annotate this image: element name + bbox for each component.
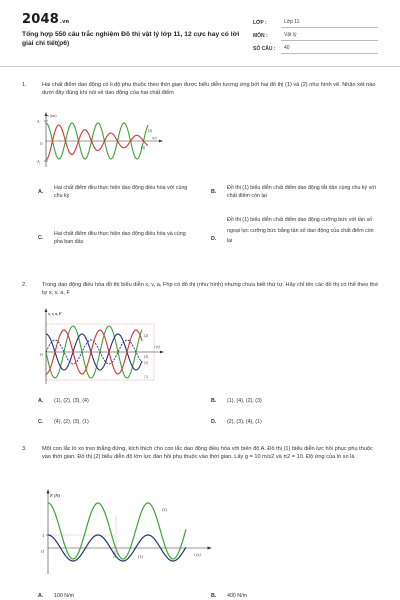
document-meta [253,15,378,54]
option-letter: D. [211,236,217,242]
meta-value: Vật lý [281,32,378,41]
option-text: (1), (2), (3), (4) [54,398,89,404]
option-letter: A. [38,593,44,599]
curve-1 [46,125,148,160]
t-axis-label: t (s) [194,552,201,557]
curve-2-label: (2) [148,129,153,133]
header-divider [0,66,400,67]
question-1-figure [36,111,166,171]
option-letter: B. [211,593,217,599]
question-number: 2. [22,282,27,288]
option-text: Đồ thị (1) biểu diễn chất điểm dao động tắt dần cùng chu kỳ với chất điểm còn lại [227,185,376,199]
option-letter: B. [211,189,217,195]
tick-bottom: -A [36,160,40,164]
y-axis-label: F (N) [50,493,61,498]
curve-1-label: (1) [141,146,146,150]
curve-label-2: (2) [144,334,149,338]
question-3-figure [36,486,216,576]
option-text: 400 N/m [227,593,248,599]
question-text: Một con lắc lò xo treo thẳng đứng, kích thích cho con lắc dao động điều hòa với biên độ A. Đồ thị (1) biểu diễn lực hồi phục phụ thuộc vào thời gian. Đồ thị (2) biểu diễn độ lớn lực đàn hồi phụ thuộc vào thời gian. Lấy g = 10 m/s2 và π2 = 10. Độ ứng của lò xo là [42,446,373,461]
question-number: 3. [22,446,27,452]
option-letter: D. [211,419,217,425]
origin-label: O [40,353,43,357]
option-text: Hai chất điểm đều thực hiện dao động điều hòa với cùng chu kỳ [54,185,188,199]
meta-label: LỚP : [253,20,267,26]
option-letter: A. [38,189,44,195]
document-title: Tổng hợp 550 câu trắc nghiệm Đồ thị vật lý lớp 11, 12 cực hay có lời giải chi tiết(p6) [22,31,240,47]
meta-value: Lớp 11 [281,19,378,28]
option-text: Hai chất điểm đều thực hiện dao động điều hòa và cùng pha ban đầu [54,231,186,245]
t-axis-label: t(s) [152,136,157,140]
option-letter: C. [38,235,44,241]
time-mark-numerator: 2 [114,550,116,554]
option-letter: A. [38,398,44,404]
meta-value: 40 [281,45,378,54]
tick-top: A [37,120,40,124]
option-letter: B. [211,398,217,404]
meta-row-count [253,41,378,54]
option-text: Đồ thị (1) biểu diễn chất điểm dao động cưỡng bức với tần số ngoại lực cưỡng bức bằng tần số dao động của chất điểm còn lại [227,217,374,244]
t-axis-label: t (s) [154,345,160,349]
y-axis-label: x, v, a, F [48,312,62,316]
question-text: Trong dao động điều hòa đồ thị biểu diễn x, v, a, Fhp có đồ thị (như hình) nhưng chưa biết thứ tự. Hãy chỉ tên các đồ thị có thể theo thứ tự x, v, a, F [42,282,379,297]
curve-label-1: (1) [144,375,149,379]
origin-label: O [40,142,43,146]
option-text: (1), (4), (2), (3) [227,398,262,404]
logo-text: 2048 [22,12,59,27]
origin-label: O [41,549,45,554]
y-axis-label: x (cm) [47,114,57,118]
logo-suffix: .vn [59,19,70,25]
option-text: (2), (3), (4), (1) [227,419,262,425]
meta-label: SỐ CÂU : [253,46,276,52]
meta-label: MÔN : [253,33,268,39]
curve-2-label: (2) [162,507,167,512]
option-text: (4), (2), (3), (1) [54,419,89,425]
curve-label-4: (4) [144,361,149,365]
option-letter: C. [38,419,44,425]
question-2-figure [36,306,168,386]
meta-row-class [253,15,378,28]
question-number: 1. [22,82,27,88]
time-mark-denominator: 15 [112,555,116,559]
tick-one: 1 [42,533,45,538]
meta-row-subject [253,28,378,41]
site-logo[interactable] [22,12,69,27]
curve-1-label: (1) [138,554,143,559]
question-text: Hai chất điểm dao động có li độ phụ thuộc theo thời gian được biểu diễn tương ứng bởi hai đồ thị (1) và (2) như hình vẽ. Nhận xét nào dưới đây đúng khi nói về dao động của hai chất điểm [42,82,376,97]
curve-label-3: (3) [144,355,149,359]
page-header [0,0,400,62]
option-text: 100 N/m [54,593,75,599]
